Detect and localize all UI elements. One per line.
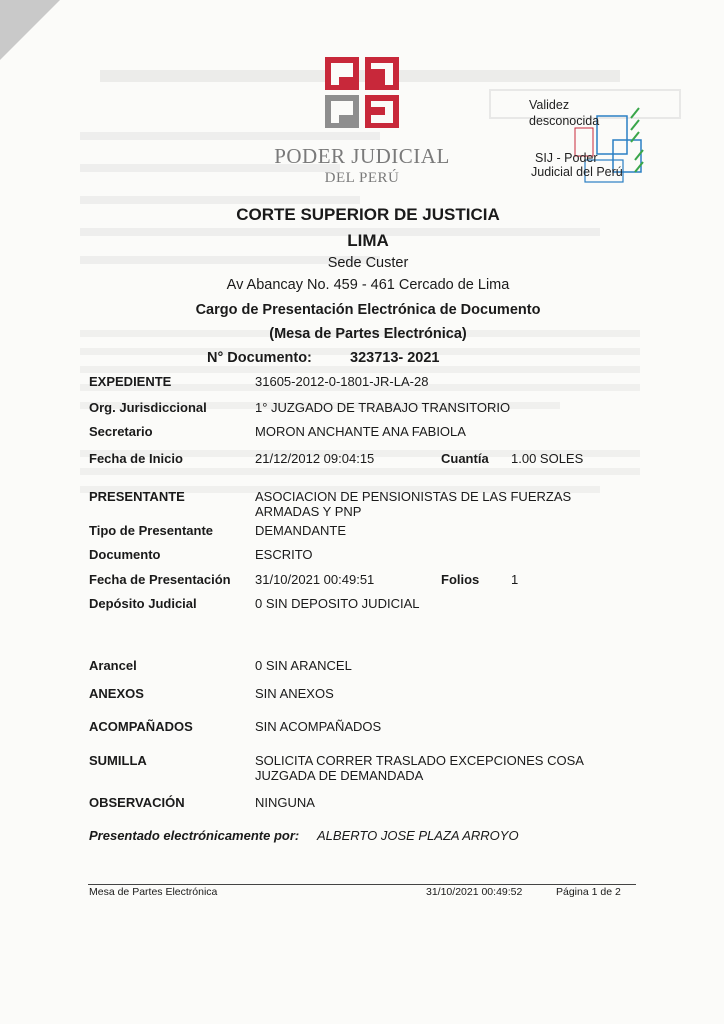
deposito-label: Depósito Judicial [89, 596, 197, 611]
anexos-label: ANEXOS [89, 686, 144, 701]
stamp-line-4: Judicial del Perú [531, 165, 623, 179]
acompanados-value: SIN ACOMPAÑADOS [255, 719, 382, 734]
folios-label: Folios [441, 572, 480, 587]
brand-subtitle: DEL PERÚ [324, 170, 400, 186]
fecha-presentacion-value: 31/10/2021 00:49:51 [255, 572, 375, 587]
documento-value: ESCRITO [255, 547, 313, 562]
folios-value: 1 [511, 572, 519, 587]
footer-timestamp: 31/10/2021 00:49:52 [426, 886, 523, 898]
expediente-label: EXPEDIENTE [89, 374, 172, 389]
org-label: Org. Jurisdiccional [89, 400, 207, 415]
org-value: 1° JUZGADO DE TRABAJO TRANSITORIO [255, 400, 511, 415]
signature-stamp [527, 98, 647, 193]
court-city: LIMA [347, 231, 389, 250]
brand-name: PODER JUDICIAL [274, 144, 450, 168]
tipo-presentante-label: Tipo de Presentante [89, 523, 214, 538]
tipo-presentante-value: DEMANDANTE [255, 523, 347, 538]
secretario-label: Secretario [89, 424, 153, 439]
observacion-label: OBSERVACIÓN [89, 795, 185, 810]
cuantia-label: Cuantía [441, 451, 489, 466]
stamp-line-2: desconocida [529, 114, 600, 128]
documento-label: Documento [89, 547, 161, 562]
stamp-line-3: SIJ - Poder [535, 151, 598, 165]
folded-corner [0, 0, 60, 60]
sumilla-value-line-1: SOLICITA CORRER TRASLADO EXCEPCIONES COSA [255, 753, 584, 768]
fecha-inicio-label: Fecha de Inicio [89, 451, 183, 466]
document-subtitle: (Mesa de Partes Electrónica) [269, 326, 467, 342]
fecha-presentacion-label: Fecha de Presentación [89, 572, 231, 587]
presentante-value-line-1: ASOCIACION DE PENSIONISTAS DE LAS FUERZAS [255, 489, 572, 504]
sumilla-value-line-2: JUZGADA DE DEMANDADA [255, 768, 424, 783]
court-sede: Sede Custer [327, 255, 409, 271]
arancel-value: 0 SIN ARANCEL [255, 658, 352, 673]
deposito-value: 0 SIN DEPOSITO JUDICIAL [255, 596, 420, 611]
arancel-label: Arancel [89, 658, 137, 673]
footer-page-number: Página 1 de 2 [556, 886, 621, 898]
stamp-line-1: Validez [529, 98, 570, 112]
anexos-value: SIN ANEXOS [255, 686, 334, 701]
court-title: CORTE SUPERIOR DE JUSTICIA [236, 205, 500, 224]
court-address: Av Abancay No. 459 - 461 Cercado de Lima [226, 277, 510, 293]
observacion-value: NINGUNA [255, 795, 315, 810]
presentante-label: PRESENTANTE [89, 489, 185, 504]
doc-number-value: 323713- 2021 [350, 350, 440, 366]
sumilla-label: SUMILLA [89, 753, 147, 768]
presented-by-label: Presentado electrónicamente por: [89, 828, 300, 843]
secretario-value: MORON ANCHANTE ANA FABIOLA [255, 424, 466, 439]
doc-number-label: N° Documento: [207, 350, 312, 366]
document-title: Cargo de Presentación Electrónica de Documento [195, 302, 541, 318]
cuantia-value: 1.00 SOLES [511, 451, 584, 466]
footer-source: Mesa de Partes Electrónica [89, 886, 218, 898]
poder-judicial-logo-icon [323, 55, 403, 130]
presentante-value-line-2: ARMADAS Y PNP [255, 504, 362, 519]
fecha-inicio-value: 21/12/2012 09:04:15 [255, 451, 375, 466]
acompanados-label: ACOMPAÑADOS [89, 719, 193, 734]
expediente-value: 31605-2012-0-1801-JR-LA-28 [255, 374, 429, 389]
footer-divider [88, 884, 636, 885]
presented-by-name: ALBERTO JOSE PLAZA ARROYO [317, 828, 519, 843]
